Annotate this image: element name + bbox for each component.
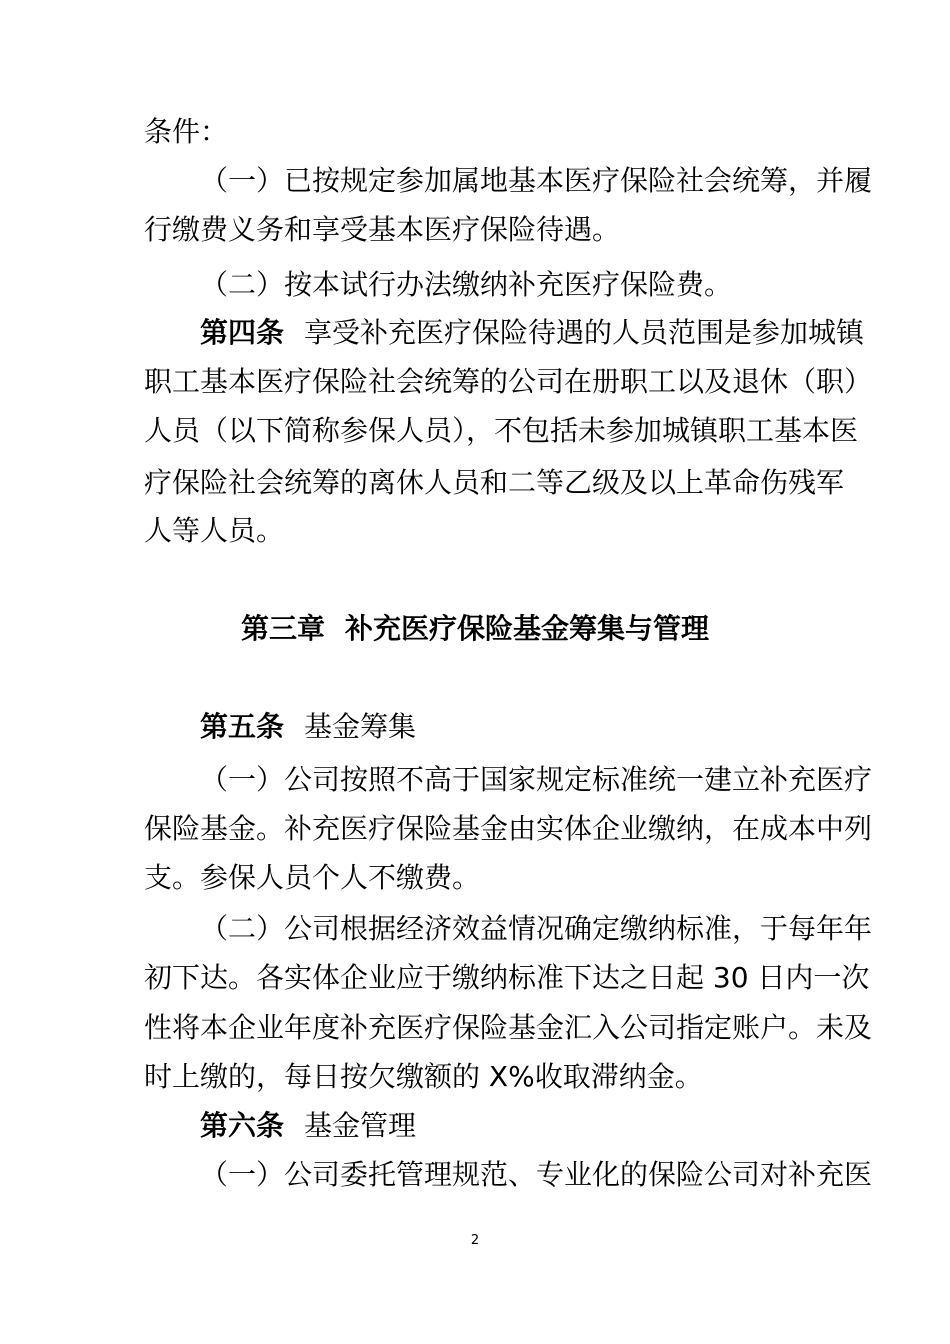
art4-line2: 职工基本医疗保险社会统筹的公司在册职工以及退休（职） (144, 365, 873, 398)
art4-text: 享受补充医疗保险待遇的人员范围是参加城镇 (304, 316, 865, 349)
art4-line5: 人等人员。 (144, 514, 285, 547)
art5-title: 基金筹集 (304, 710, 417, 743)
art5-item2-line2: 初下达。各实体企业应于缴纳标准下达之日起 30 日内一次 (144, 961, 870, 994)
intro-tail: 条件： (144, 115, 229, 148)
art3-item1-line1: （一）已按规定参加属地基本医疗保险社会统筹，并履 (200, 164, 873, 197)
art5-item1-line3: 支。参保人员个人不缴费。 (144, 861, 481, 894)
art3-item1-line2: 行缴费义务和享受基本医疗保险待遇。 (144, 213, 621, 246)
art6-heading (200, 1106, 814, 1146)
art5-item2-line3: 性将本企业年度补充医疗保险基金汇入公司指定账户。未及 (144, 1011, 873, 1044)
page-number: 2 (470, 1233, 480, 1248)
art5-item1-line2: 保险基金。补充医疗保险基金由实体企业缴纳，在成本中列 (144, 812, 873, 845)
art5-heading (200, 707, 814, 747)
art5-item1-line1: （一）公司按照不高于国家规定标准统一建立补充医疗 (200, 763, 873, 796)
art5-label: 第五条 (200, 710, 285, 743)
art5-item2-line1: （二）公司根据经济效益情况确定缴纳标准，于每年年 (200, 912, 873, 945)
art5-item2-line4: 时上缴的，每日按欠缴额的 X%收取滞纳金。 (144, 1060, 703, 1093)
art4-line1 (200, 313, 865, 353)
art3-item2: （二）按本试行办法缴纳补充医疗保险费。 (200, 268, 733, 301)
art4-label: 第四条 (200, 316, 285, 349)
art4-line3: 人员（以下简称参保人员），不包括未参加城镇职工基本医 (144, 414, 859, 447)
art6-label: 第六条 (200, 1109, 285, 1142)
art4-line4: 疗保险社会统筹的离休人员和二等乙级及以上革命伤残军 (144, 466, 845, 499)
art6-title: 基金管理 (304, 1109, 417, 1142)
chapter-title: 补充医疗保险基金筹集与管理 (345, 612, 710, 645)
art6-item1-line1: （一）公司委托管理规范、专业化的保险公司对补充医 (200, 1158, 873, 1191)
chapter-label: 第三章 (240, 612, 325, 645)
chapter-heading (0, 609, 950, 649)
